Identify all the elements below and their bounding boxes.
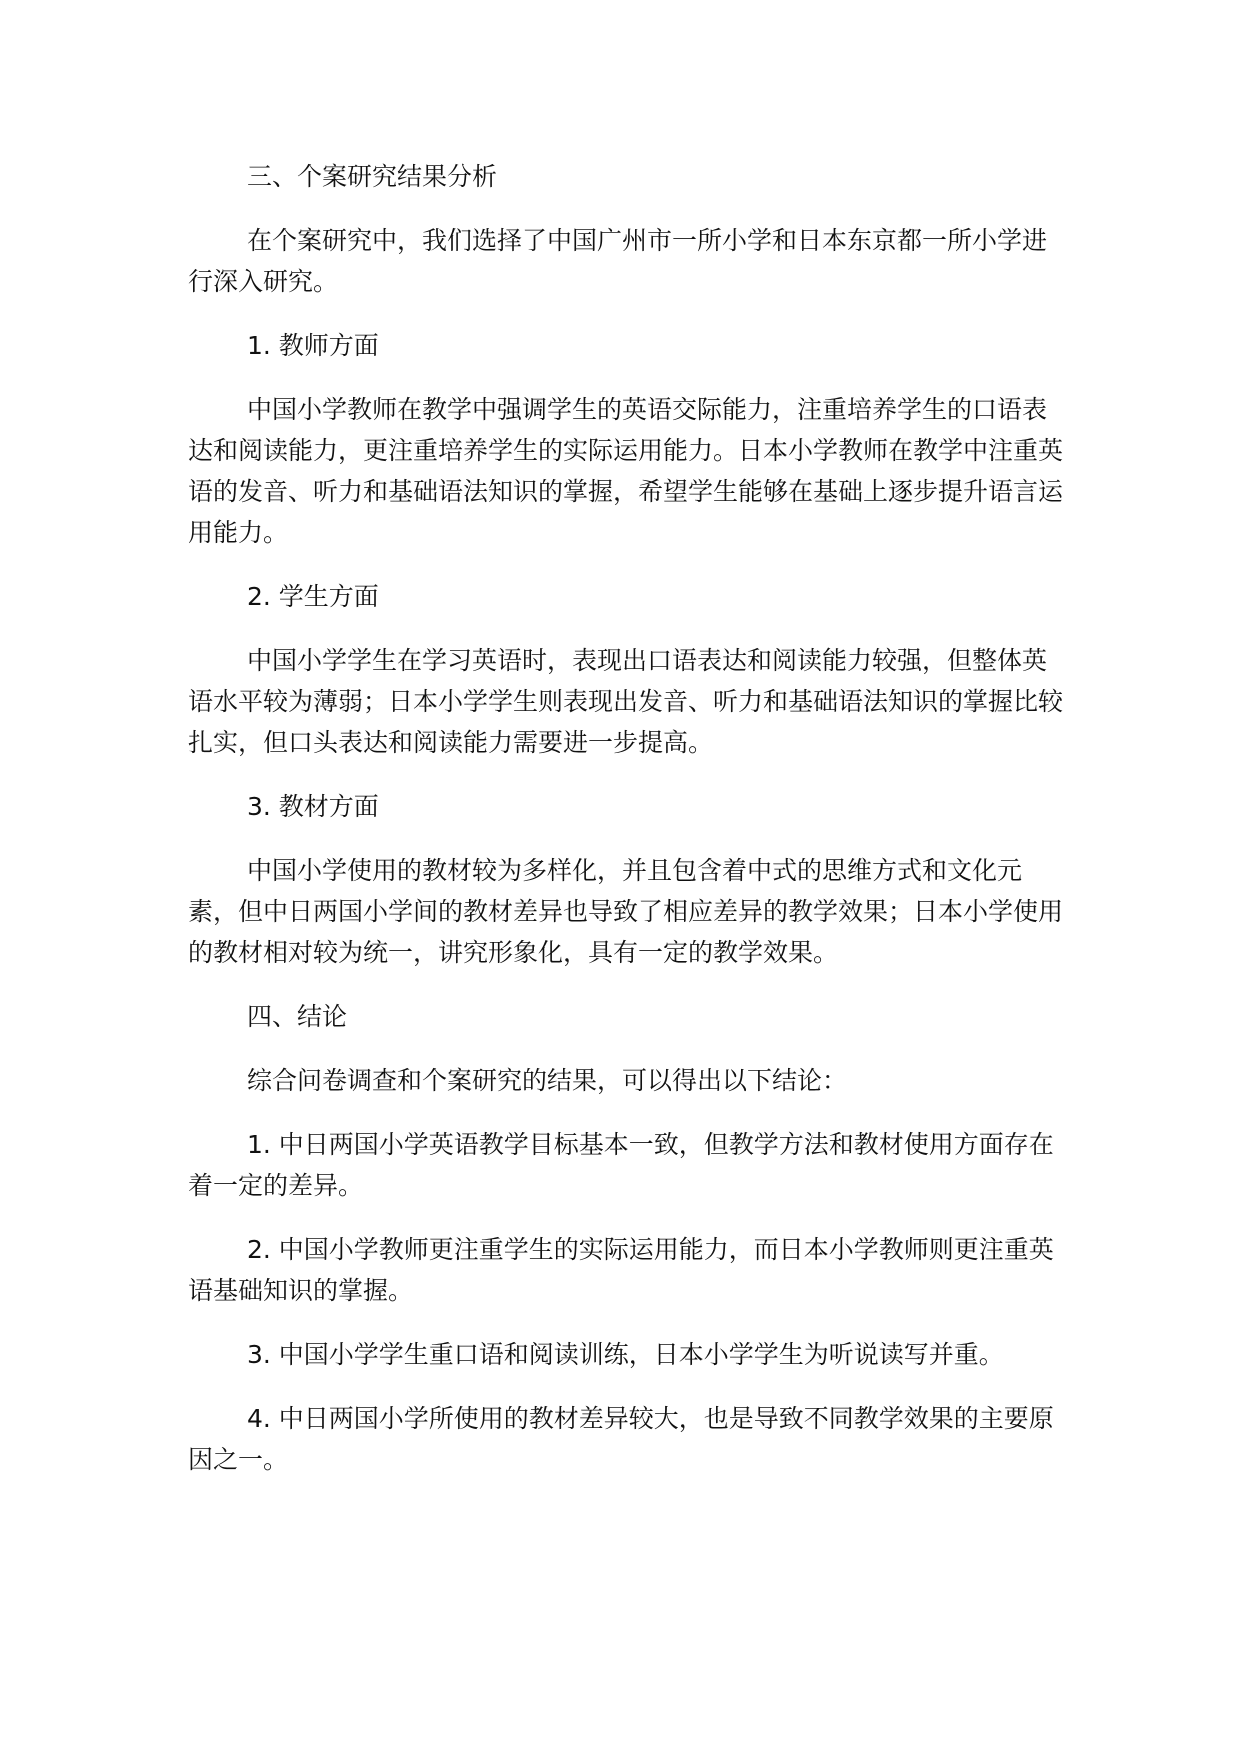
teacher-paragraph: 中国小学教师在教学中强调学生的英语交际能力，注重培养学生的口语表达和阅读能力，更注重培养学生的实际运用能力。日本小学教师在教学中注重英语的发音、听力和基础语法知识的掌握，希望学生能够在基础上逐步提升语言运用能力。	[188, 395, 1064, 547]
conclusion-intro-paragraph: 综合问卷调查和个案研究的结果，可以得出以下结论：	[247, 1066, 848, 1095]
student-paragraph: 中国小学学生在学习英语时，表现出口语表达和阅读能力较强，但整体英语水平较为薄弱；日本小学学生则表现出发音、听力和基础语法知识的掌握比较扎实，但口头表达和阅读能力需要进一步提高。	[188, 646, 1064, 757]
student-heading: 2. 学生方面	[247, 582, 379, 611]
textbook-heading: 3. 教材方面	[247, 792, 379, 821]
conclusion-item-3: 3. 中国小学学生重口语和阅读训练，日本小学学生为听说读写并重。	[247, 1340, 1004, 1369]
conclusion-item-2: 2. 中国小学教师更注重学生的实际运用能力，而日本小学教师则更注重英语基础知识的掌握。	[188, 1235, 1054, 1305]
section-3-heading: 三、个案研究结果分析	[247, 162, 498, 191]
conclusion-item-4: 4. 中日两国小学所使用的教材差异较大，也是导致不同教学效果的主要原因之一。	[188, 1404, 1054, 1474]
teacher-heading: 1. 教师方面	[247, 331, 379, 360]
document-body	[188, 156, 1068, 1503]
textbook-paragraph: 中国小学使用的教材较为多样化，并且包含着中式的思维方式和文化元素，但中日两国小学间的教材差异也导致了相应差异的教学效果；日本小学使用的教材相对较为统一，讲究形象化，具有一定的教学效果。	[188, 856, 1064, 967]
conclusion-item-1: 1. 中日两国小学英语教学目标基本一致，但教学方法和教材使用方面存在着一定的差异。	[188, 1130, 1054, 1200]
case-intro-paragraph: 在个案研究中，我们选择了中国广州市一所小学和日本东京都一所小学进行深入研究。	[188, 226, 1048, 296]
section-4-heading: 四、结论	[247, 1002, 348, 1031]
